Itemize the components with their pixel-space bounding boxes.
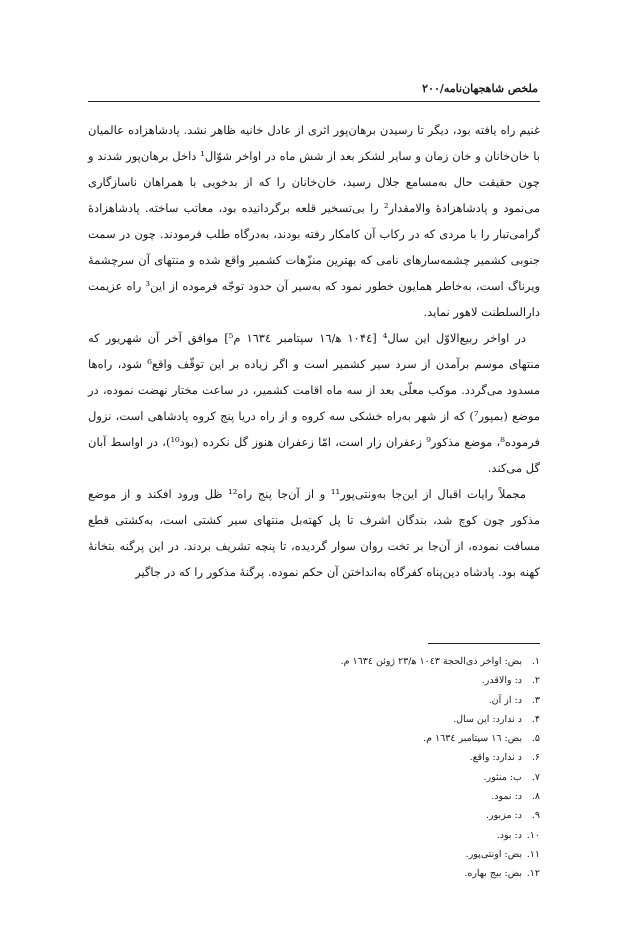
paragraph: در اواخر ربیع‌الاوّل این سال⁴ [۱۰۴٤ ه‍/۱٦ سپتامبر ۱٦۳٤ م⁵] موافق آخر آن شهریور که منتهای موسم برآمدن از سرد سیر کشمیر است و اگر زیاده بر این توقّف واقع⁶ شود، راه‌ها مسدود می‌گردد. موکب معلّی بعد از سه ماه اقامت کشمیر، در ساعت مختار نهضت نموده، در موضع (بمپور⁷) که از شهر به‌راه خشکی سه کروه و از راه دریا پنج کروه پادشاهی است، نزول فرموده⁸، موضع مذکور⁹ زعفران زار است، امّا زعفران هنوز گل نکرده (بود¹⁰)، در اواسط آبان گل می‌کند. <box>88 331 540 475</box>
footnote <box>88 671 540 690</box>
footnote-number: ۶. <box>531 752 540 764</box>
footnote-rule <box>428 643 540 644</box>
footnote-number: ۸. <box>531 791 540 803</box>
footnote-text: ب: منثور. <box>483 771 522 783</box>
footnote-number: ۵. <box>531 733 540 745</box>
footnote-text: د: والاقدر. <box>481 675 522 687</box>
footnote-text: بض: بیج بهاره. <box>464 868 522 880</box>
footnotes-list <box>88 652 540 884</box>
footnote-text: د: مزبور. <box>486 810 522 822</box>
footnote-number: ۱۰. <box>526 829 540 841</box>
paragraph: غنیم راه یافته بود، دیگر تا رسیدن برهان‌پور اثری از عادل خانیه ظاهر نشد. پادشاهزاده عالمیان با خان‌خانان و خان زمان و سایر لشکر بعد از شش ماه در اواخر شوّال¹ داخل برهان‌پور شدند و چون حقیقت حال به‌مسامع جلال رسید، خان‌خانان را که از بدخویی با همراهان ناسازگاری می‌نمود و پادشاهزادهٔ والامقدار² را بی‌تسخیر قلعه برگردانیده بود، معاتب ساخته. پادشاهزادهٔ گرامی‌تبار را با مردی که در رکاب آن کامکار رفته بودند، به‌درگاه طلب فرمودند. چون در سمت جنوبی کشمیر چشمه‌سارهای نامی که بهترین منزّهات کشمیر واقع شده و منتهای آن سرچشمهٔ ویرناگ است، به‌خاطر همایون خطور نمود که به‌سیر آن حدود توجّه فرموده از این³ راه عزیمت دارالسلطنت لاهور نماید. <box>88 123 540 319</box>
footnote-number: ۱۲. <box>526 868 540 880</box>
footnote-text: بض: اونتی‌پور. <box>465 848 522 860</box>
running-header: ملخص شاهجهان‌نامه/۲۰۰ <box>422 82 538 95</box>
footnote-text: بض: اواخر ذی‌الحجة ۱۰٤۳ ه‍/۲۳ ژوئن ۱٦۳٤ م. <box>340 656 522 667</box>
footnote-number: ۷. <box>531 771 540 783</box>
footnote-text: بض: ۱٦ سپتامبر ۱٦۳٤ م. <box>423 733 522 745</box>
footnote-number: ۳. <box>531 694 540 706</box>
footnote <box>88 729 540 748</box>
footnote-number: ۹. <box>531 810 540 822</box>
footnote <box>88 845 540 864</box>
footnote <box>88 768 540 787</box>
footnote-text: د: نمود. <box>491 791 522 803</box>
footnote-text: د: از آن. <box>488 694 522 706</box>
footnote-number: ۲. <box>531 675 540 687</box>
footnote-number: ۴. <box>531 713 540 725</box>
footnote <box>88 710 540 729</box>
footnote <box>88 748 540 767</box>
footnote-number: ۱۱. <box>526 848 540 860</box>
footnote-text: د ندارد: این سال. <box>453 713 522 725</box>
header-rule <box>88 101 540 102</box>
footnote <box>88 691 540 710</box>
footnote <box>88 787 540 806</box>
footnote-text: د ندارد: واقع. <box>469 752 522 764</box>
footnote-number: ۱. <box>531 656 540 667</box>
footnote <box>88 826 540 845</box>
footnote <box>88 864 540 883</box>
footnote <box>88 806 540 825</box>
main-text <box>88 117 540 585</box>
footnote-text: د: بود. <box>496 829 522 841</box>
paragraph: مجملاً رایات اقبال از این‌جا به‌ونتی‌پور¹¹ و از آن‌جا پنج راه¹² ظل ورود افکند و از موضع مذکور چون کوچ شد، بندگان اشرف تا پل کهته‌بل منتهای سیر کشتی است، به‌کشتی قطع مسافت نموده، از آن‌جا بر تخت روان سوار گردیده، تا پنچه تشریف بردند. در این پرگنه بتخانهٔ کهنه بود. پادشاه دین‌پناه کفرگاه به‌انداختن آن حکم نموده. پرگنهٔ مذکور را که در جاگیر <box>88 487 540 579</box>
footnote <box>88 652 540 671</box>
